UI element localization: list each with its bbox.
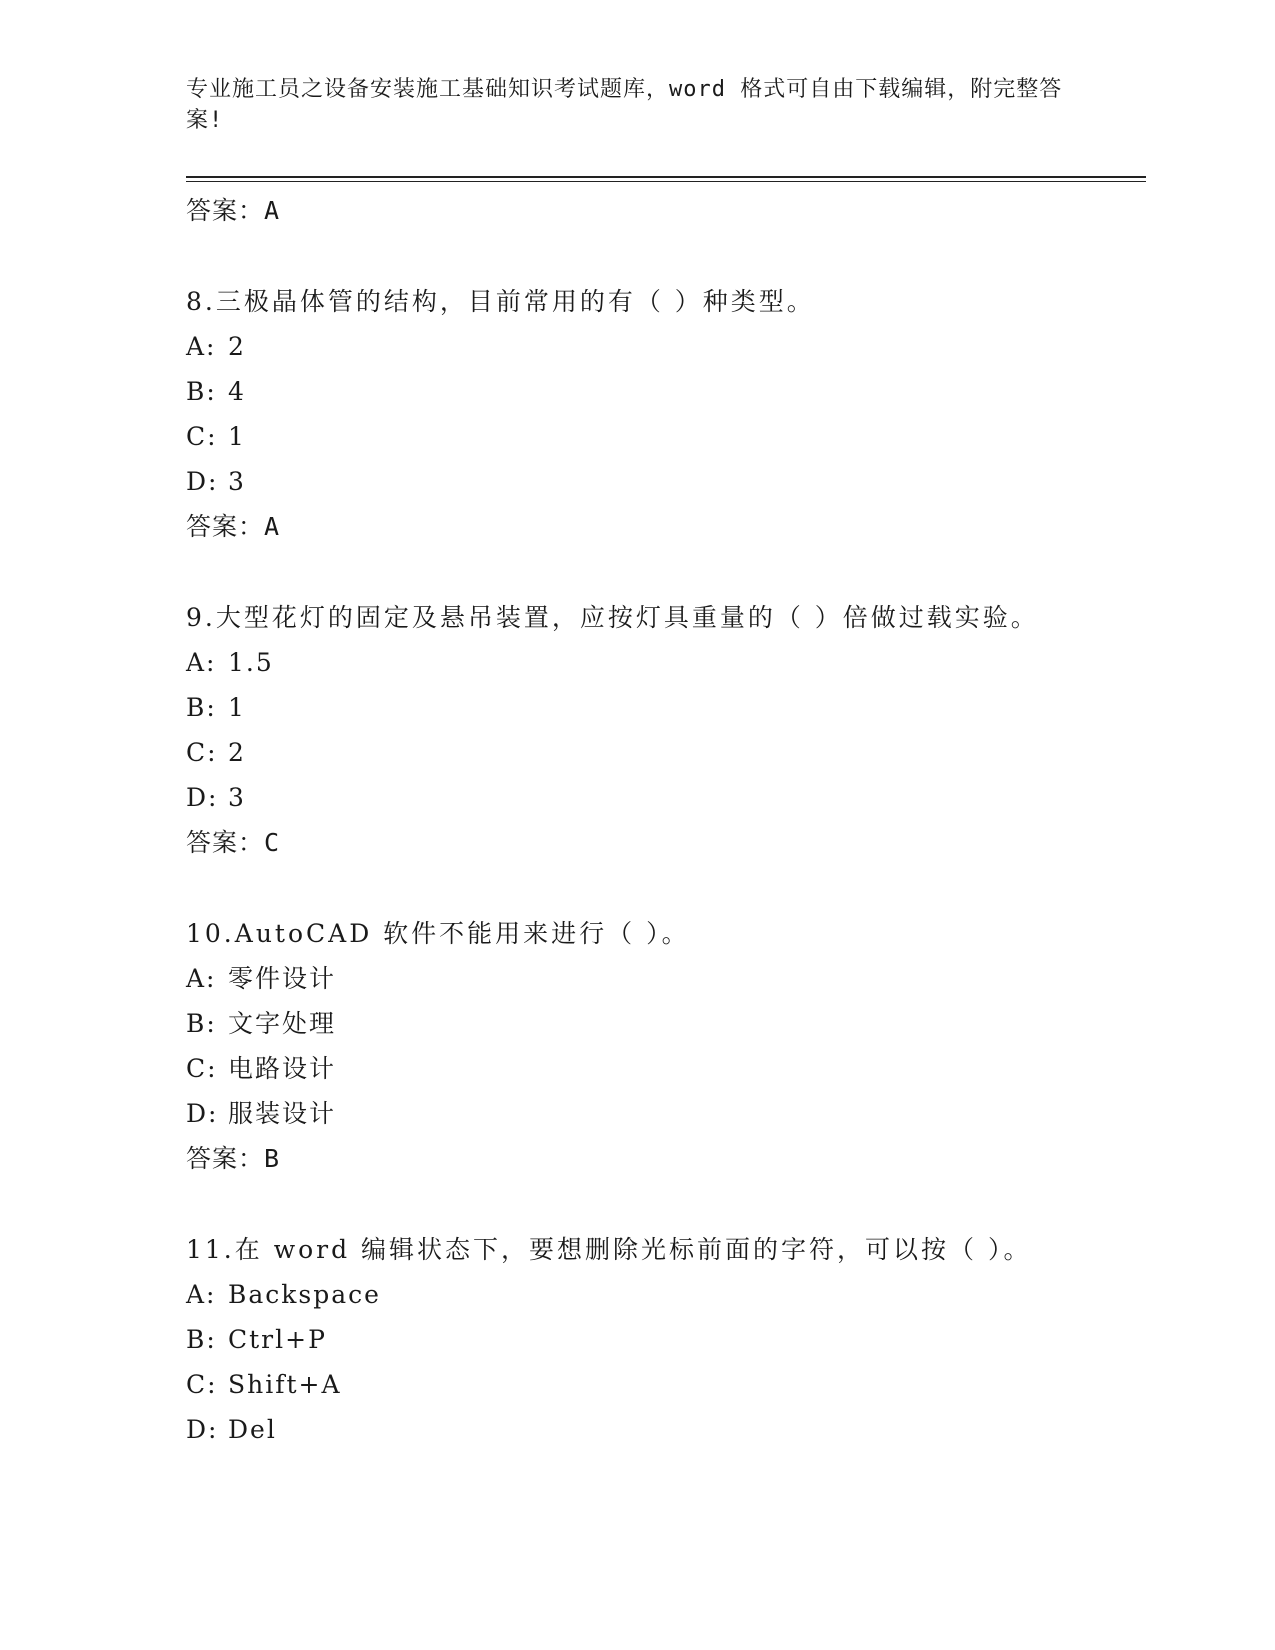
option-b xyxy=(186,1001,1146,1046)
option-a xyxy=(186,1272,1146,1317)
option-text: Backspace xyxy=(228,1280,381,1309)
option-letter: B: xyxy=(186,1325,217,1354)
page-header-text: 专业施工员之设备安装施工基础知识考试题库，word 格式可自由下载编辑，附完整答案! xyxy=(186,77,1063,133)
option-text: 1 xyxy=(228,422,246,451)
option-text: 服装设计 xyxy=(228,1099,337,1128)
option-d xyxy=(186,1407,1146,1452)
option-text: 电路设计 xyxy=(228,1054,337,1083)
option-letter: A: xyxy=(186,648,217,677)
question-block xyxy=(186,595,1146,865)
option-letter: B: xyxy=(186,693,217,722)
option-d xyxy=(186,459,1146,504)
option-letter: B: xyxy=(186,1009,217,1038)
option-letter: D: xyxy=(186,1415,219,1444)
option-c xyxy=(186,1046,1146,1091)
option-letter: A: xyxy=(186,964,217,993)
option-text: 零件设计 xyxy=(228,964,337,993)
option-c xyxy=(186,1362,1146,1407)
header-divider-thick xyxy=(186,176,1146,178)
option-text: 2 xyxy=(228,332,246,361)
question-stem: 11.在 word 编辑状态下，要想删除光标前面的字符，可以按（ ）。 xyxy=(186,1235,1032,1264)
option-c xyxy=(186,730,1146,775)
option-text: Shift+A xyxy=(228,1370,342,1399)
question-block xyxy=(186,911,1146,1181)
option-a xyxy=(186,324,1146,369)
question-stem: 10.AutoCAD 软件不能用来进行（ ）。 xyxy=(186,919,690,948)
answer-line: 答案：A xyxy=(186,196,281,225)
option-letter: C: xyxy=(186,738,218,767)
option-text: 4 xyxy=(228,377,246,406)
option-text: Del xyxy=(228,1415,277,1444)
option-text: 3 xyxy=(228,467,246,496)
option-letter: B: xyxy=(186,377,217,406)
option-text: 3 xyxy=(228,783,246,812)
answer-line: 答案：B xyxy=(186,1144,281,1173)
question-block xyxy=(186,1227,1146,1452)
option-d xyxy=(186,1091,1146,1136)
option-letter: C: xyxy=(186,422,218,451)
option-letter: A: xyxy=(186,1280,217,1309)
option-text: 1.5 xyxy=(228,648,274,677)
option-letter: A: xyxy=(186,332,217,361)
option-d xyxy=(186,775,1146,820)
option-text: 文字处理 xyxy=(228,1009,337,1038)
header-divider-thin xyxy=(186,181,1146,182)
option-b xyxy=(186,685,1146,730)
option-b xyxy=(186,1317,1146,1362)
option-text: 2 xyxy=(228,738,246,767)
option-letter: C: xyxy=(186,1054,218,1083)
option-letter: D: xyxy=(186,1099,219,1128)
option-b xyxy=(186,369,1146,414)
option-text: Ctrl+P xyxy=(228,1325,327,1354)
option-a xyxy=(186,640,1146,685)
option-letter: D: xyxy=(186,783,219,812)
answer-line: 答案：A xyxy=(186,512,281,541)
answer-line: 答案：C xyxy=(186,828,281,857)
question-block xyxy=(186,279,1146,549)
option-letter: D: xyxy=(186,467,219,496)
option-c xyxy=(186,414,1146,459)
option-a xyxy=(186,956,1146,1001)
option-text: 1 xyxy=(228,693,246,722)
question-list xyxy=(186,188,1146,1452)
option-letter: C: xyxy=(186,1370,218,1399)
question-stem: 8.三极晶体管的结构，目前常用的有（ ）种类型。 xyxy=(186,287,815,316)
question-stem: 9.大型花灯的固定及悬吊装置，应按灯具重量的（ ）倍做过载实验。 xyxy=(186,603,1039,632)
